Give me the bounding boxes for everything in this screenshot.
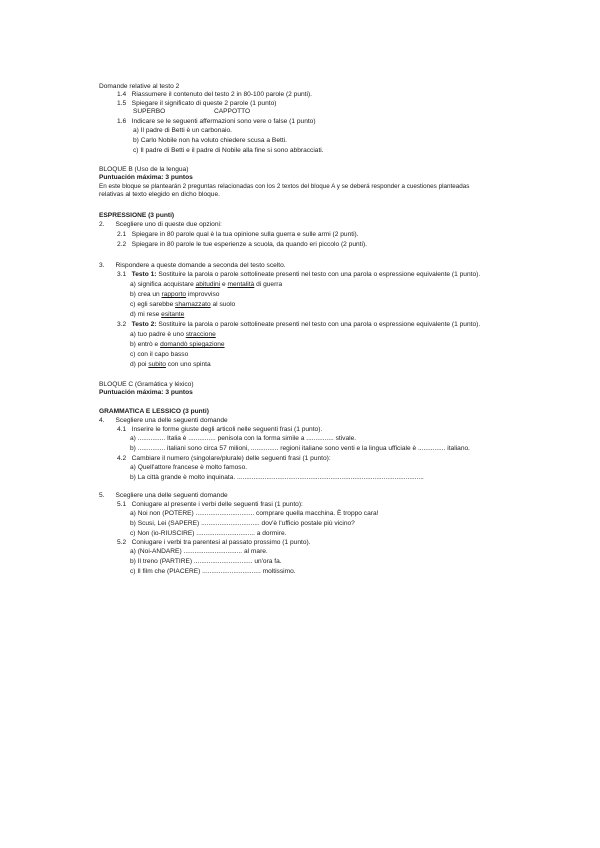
underlined-word: esitante <box>161 311 185 318</box>
item-3-2-b <box>130 341 225 349</box>
question-text: Scegliere una delle seguenti domande <box>115 492 228 499</box>
option-label: Testo 1: <box>131 271 157 278</box>
item-4-1-a: a) ............... Italia è ............... penisola con la forma simile a ............... stivale. <box>130 435 357 442</box>
question-number: 1.5 <box>117 100 127 107</box>
block-c-score: Puntuación máxima: 3 puntos <box>99 389 193 396</box>
option-3-1 <box>117 271 480 279</box>
option-text: Coniugare al presente i verbi delle seguenti frasi (1 punto): <box>131 501 303 508</box>
item-3-2-a <box>130 331 216 339</box>
underlined-word: rapporto <box>161 291 187 298</box>
item-text: di guerra <box>254 281 283 288</box>
item-text: d) mi rese <box>130 311 162 318</box>
statement-c: c) Il padre di Betti e il padre di Nobile alla fine si sono abbracciati. <box>133 147 324 154</box>
item-5-1-b: b) Scusi, Lei (SAPERE) ................................ dov'è l'ufficio postale più vicino? <box>130 520 355 527</box>
option-number: 5.1 <box>117 501 127 508</box>
item-4-2-a: a) Quell'attore francese è molto famoso. <box>130 464 248 471</box>
item-4-2-b: b) La città grande è molto inquinata. ...................................................................................................... <box>130 474 424 481</box>
question-text: Rispondere a queste domande a seconda del testo scelto. <box>115 262 286 269</box>
item-text: d) poi <box>130 361 149 368</box>
item-text: al suolo <box>210 301 236 308</box>
underlined-word: domandò spiegazione <box>160 341 225 348</box>
item-text: b) crea un <box>130 291 162 298</box>
question-4 <box>99 417 228 425</box>
question-number: 2. <box>99 221 105 228</box>
question-number: 1.4 <box>117 91 127 98</box>
item-text: b) entrò e <box>130 341 161 348</box>
item-3-1-d <box>130 311 184 319</box>
option-text: Spiegare in 80 parole le tue esperienze a scuola, da quando eri piccolo (2 punti). <box>131 241 368 248</box>
option-number: 4.1 <box>117 426 127 433</box>
item-3-2-c: c) con il capo basso <box>130 351 189 358</box>
item-5-1-c: c) Non (io-RIUSCIRE) ................................ a dormire. <box>130 530 287 537</box>
underlined-word: abitudini <box>195 281 221 288</box>
option-5-1 <box>117 501 303 509</box>
block-b-intro-line-1: En este bloque se plantearán 2 preguntas relacionadas con los 2 textos del bloque A y se deberá responder a cuestiones planteadas <box>99 183 470 190</box>
option-label: Testo 2: <box>131 321 157 328</box>
option-text: Cambiare il numero (singolare/plurale) delle seguenti frasi (1 punto): <box>131 455 331 462</box>
item-3-1-a <box>130 281 282 289</box>
statement-b: b) Carlo Nobile non ha voluto chiedere scusa a Betti. <box>133 137 287 144</box>
item-3-1-b <box>130 291 219 299</box>
option-2-1 <box>117 231 359 239</box>
option-text: Sostituire la parola o parole sottolineate presenti nel testo con una parola o espressione equivalente (1 punto). <box>158 321 481 328</box>
item-text: e <box>220 281 228 288</box>
option-number: 3.2 <box>117 321 127 328</box>
item-text: c) egli sarebbe <box>130 301 176 308</box>
option-number: 2.2 <box>117 241 127 248</box>
option-5-2 <box>117 539 311 547</box>
item-text: con uno spinta <box>165 361 211 368</box>
underlined-word: mentalità <box>227 281 255 288</box>
question-1-5 <box>117 100 276 108</box>
option-text: Sostituire la parola o parole sottolineate presenti nel testo con una parola o espressione equivalente (1 punto). <box>158 271 481 278</box>
question-number: 3. <box>99 262 105 269</box>
statement-a: a) Il padre di Betti è un carbonaio. <box>133 127 232 134</box>
question-text: Scegliere una delle seguenti domande <box>115 417 228 424</box>
option-4-1 <box>117 426 322 434</box>
espressione-title: ESPRESSIONE (3 punti) <box>99 212 175 219</box>
option-text: Coniugare i verbi tra parentesi al passato prossimo (1 punto). <box>131 539 311 546</box>
option-text: Spiegare in 80 parole qual è la tua opinione sulla guerra e sulle armi (2 punti). <box>131 231 359 238</box>
block-c-title: BLOQUE C (Gramática y léxico) <box>99 381 194 388</box>
item-text: improvviso <box>186 291 220 298</box>
underlined-word: shamazzato <box>175 301 211 308</box>
question-1-4 <box>117 91 312 99</box>
option-4-2 <box>117 455 331 463</box>
block-b-score: Puntuación máxima: 3 puntos <box>99 174 193 181</box>
item-5-2-b: b) Il treno (PARTIRE) ................................ un'ora fa. <box>130 558 282 565</box>
option-number: 4.2 <box>117 455 127 462</box>
item-3-2-d <box>130 361 211 369</box>
option-number: 3.1 <box>117 271 127 278</box>
item-5-1-a: a) Noi non (POTERE) ................................ comprare quella macchina. È troppo cara! <box>130 510 379 517</box>
question-2 <box>99 221 222 229</box>
item-4-1-b: b) ............... italiani sono circa 57 milioni, ............... regioni italiane sono venti e la lingua ufficiale è ............... italiano. <box>130 445 470 452</box>
section-heading: Domande relative al testo 2 <box>99 83 180 90</box>
question-number: 5. <box>99 492 105 499</box>
option-number: 2.1 <box>117 231 127 238</box>
question-text: Indicare se le seguenti affermazioni sono vere o false (1 punto) <box>131 118 316 125</box>
question-text: Spiegare il significato di queste 2 parole (1 punto) <box>131 100 277 107</box>
question-3 <box>99 262 286 270</box>
question-number: 1.6 <box>117 118 127 125</box>
question-number: 4. <box>99 417 105 424</box>
item-5-2-a: a) (Noi-ANDARE) ................................ al mare. <box>130 548 268 555</box>
option-3-2 <box>117 321 480 329</box>
question-1-6 <box>117 118 316 126</box>
option-text: Inserire le forme giuste degli articoli nelle seguenti frasi (1 punto). <box>131 426 323 433</box>
item-3-1-c <box>130 301 235 309</box>
item-5-2-c: c) Il film che (PIACERE) ................................ moltissimo. <box>130 568 296 575</box>
item-text: a) tuo padre è uno <box>130 331 186 338</box>
option-number: 5.2 <box>117 539 127 546</box>
underlined-word: straccione <box>185 331 216 338</box>
question-text: Riassumere il contenuto del testo 2 in 80-100 parole (2 punti). <box>131 91 313 98</box>
question-5 <box>99 492 228 500</box>
block-b-title: BLOQUE B (Uso de la lengua) <box>99 166 189 173</box>
word-2: CAPPOTTO <box>214 108 251 115</box>
grammatica-title: GRAMMATICA E LESSICO (3 punti) <box>99 408 209 415</box>
question-text: Scegliere uno di queste due opzioni: <box>115 221 222 228</box>
block-b-intro-line-2: relativas al texto elegido en dicho bloque. <box>99 191 220 198</box>
item-text: a) significa acquistare <box>130 281 196 288</box>
underlined-word: subito <box>148 361 166 368</box>
option-2-2 <box>117 241 367 249</box>
word-1: SUPERBO <box>133 108 166 115</box>
